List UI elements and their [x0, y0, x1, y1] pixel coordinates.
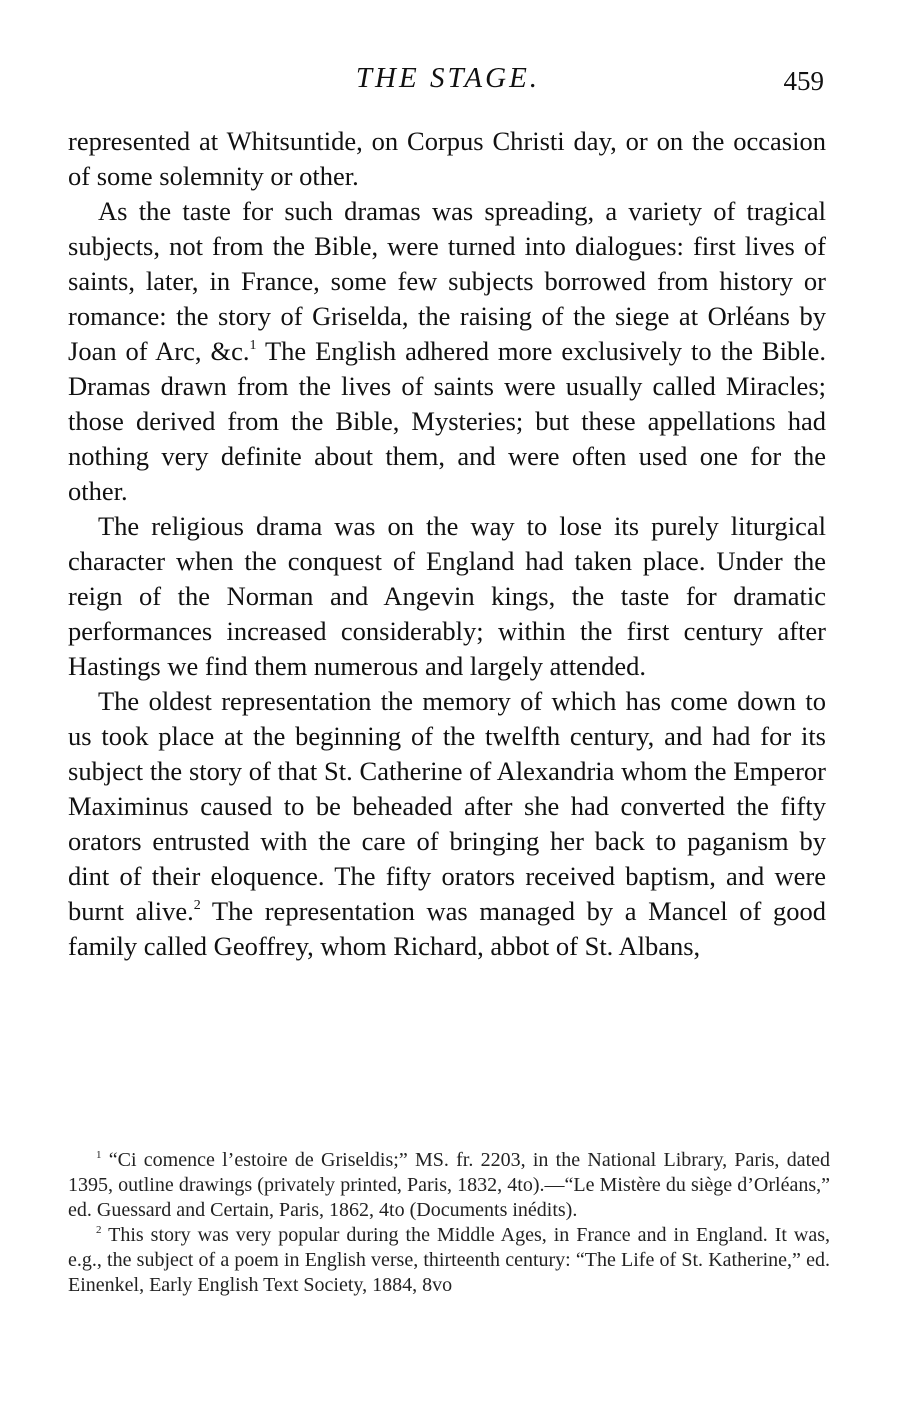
paragraph-text: The English adhered more exclusively to the Bible. Dramas drawn from the lives of saints were usually called Miracles; those derived from the Bible, Mysteries; but these appellations had nothing very definite about them, and were often used one for the other.	[68, 336, 826, 506]
footnote-marker: 1	[96, 1149, 102, 1161]
footnote-reference: 1	[249, 338, 257, 353]
page-header	[68, 62, 828, 102]
footnote-text: This story was very popular during the Middle Ages, in France and in England. It was, e.g., the subject of a poem in English verse, thirteenth century: “The Life of St. Katherine,” ed. Einenkel, Early English Text Society, 1884, 8vo	[68, 1224, 830, 1296]
footnote	[68, 1223, 830, 1298]
paragraph-text: The representation was managed by a Mancel of good family called Geoffrey, whom Richard, abbot of St. Albans,	[68, 896, 827, 961]
paragraph-text: The religious drama was on the way to lose its purely liturgical character when the conquest of England had taken place. Under the reign of the Norman and Angevin kings, the taste for dramatic performances increased considerably; within the first century after Hastings we find them numerous and largely attended.	[68, 511, 826, 681]
paragraph-text: represented at Whitsuntide, on Corpus Christi day, or on the occasion of some solemnity or other.	[68, 126, 826, 191]
page-number: 459	[783, 66, 824, 96]
footnote-reference: 2	[193, 898, 201, 913]
paragraph-continued	[68, 124, 826, 194]
paragraph-taste-for-dramas	[68, 194, 826, 509]
footnote-text: “Ci comence l’estoire de Griseldis;” MS. fr. 2203, in the National Library, Paris, dated 1395, outline drawings (privately printed, Paris, 1832, 4to).—“Le Mistère du siège d’Orléans,” ed. Guessard and Certain, Paris, 1862, 4to (Documents inédits).	[68, 1149, 831, 1221]
footnote-marker: 2	[96, 1224, 102, 1236]
paragraph-oldest-representation	[68, 684, 826, 964]
body-text	[68, 124, 826, 964]
running-title: THE STAGE.	[355, 62, 541, 94]
paragraph-text: The oldest representation the memory of which has come down to us took place at the beginning of the twelfth century, and had for its subject the story of that St. Catherine of Alexandria whom the Emperor Maximinus caused to be beheaded after she had converted the fifty orators entrusted with the care of bringing her back to paganism by dint of their eloquence. The fifty orators received baptism, and were burnt alive.	[68, 686, 826, 926]
paragraph-religious-drama	[68, 509, 826, 684]
footnote	[68, 1148, 830, 1223]
footnotes	[68, 1148, 830, 1298]
paragraph-text: As the taste for such dramas was spreading, a variety of tragical subjects, not from the Bible, were turned into dialogues: first lives of saints, later, in France, some few subjects borrowed from history or romance: the story of Griselda, the raising of the siege at Orléans by Joan of Arc, &c.	[68, 196, 826, 366]
